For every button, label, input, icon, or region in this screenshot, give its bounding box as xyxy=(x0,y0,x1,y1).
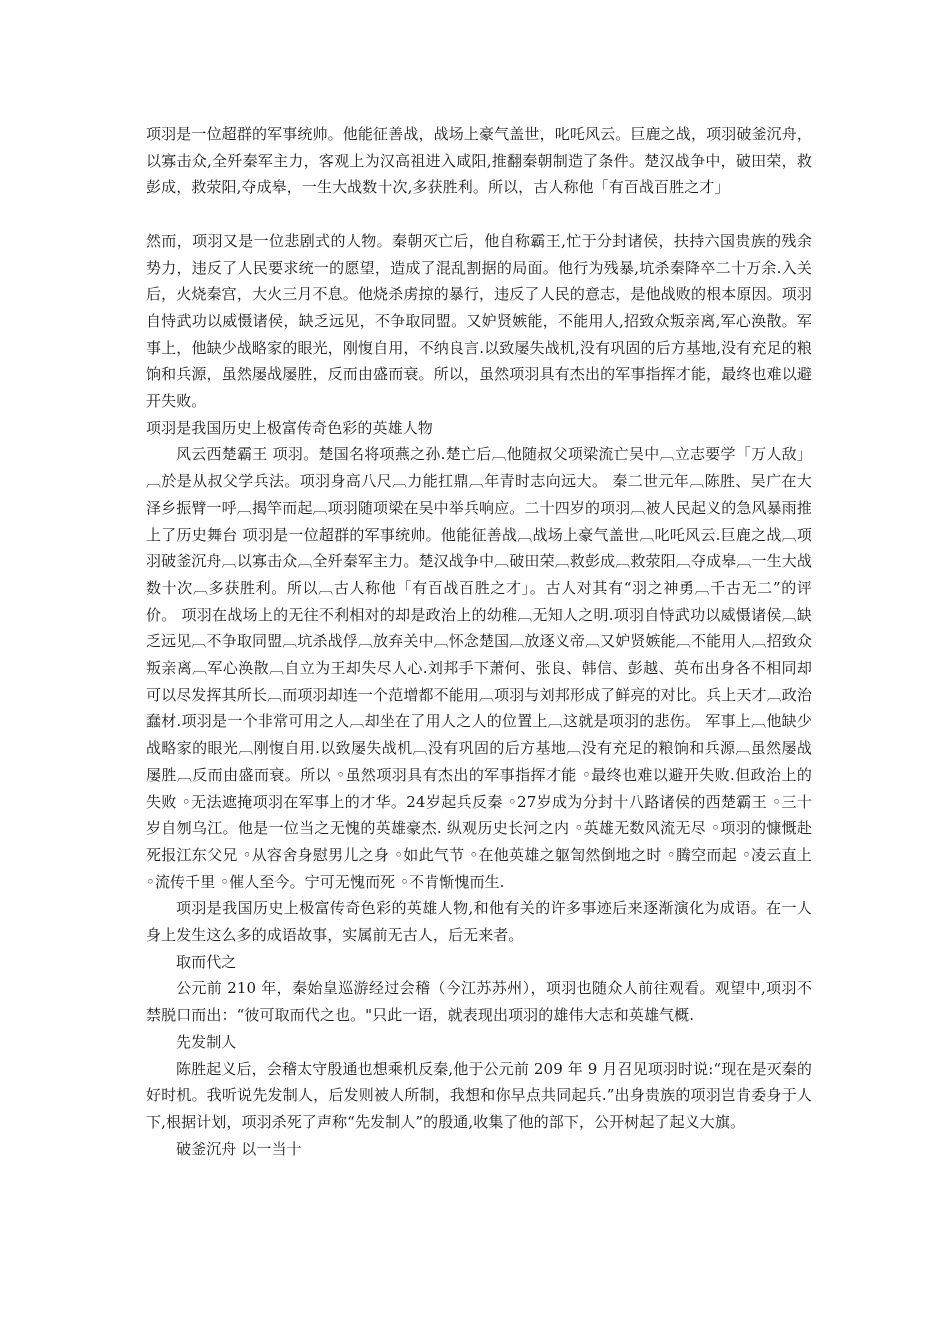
heading-po-fu-chen-zhou: 破釜沉舟 以一当十 xyxy=(176,1139,302,1158)
paragraph-tragedy: 然而，项羽又是一位悲剧式的人物。秦朝灭亡后，他自称霸王,忙于分封诸侯，扶持六国贵族的残余势力，违反了人民要求统一的愿望，造成了混乱割据的局面。他行为残暴,坑杀秦降卒二十万余.入关后，火烧秦宫，大火三月不息。他烧杀虏掠的暴行，违反了人民的意志，是他战败的根本原因。项羽自恃武功以威慑诸侯，缺乏远见，不争取同盟。又妒贤嫉能，不能用人,招致众叛亲离,军心涣散。军事上，他缺少战略家的眼光，刚愎自用，不纳良言.以致屡失战机,没有巩固的后方基地,没有充足的粮饷和兵源，虽然屡战屡胜，反而由盛而衰。所以，虽然项羽具有杰出的军事指挥才能，最终也难以避开失败。 xyxy=(146,231,812,411)
section-heading-legend: 项羽是我国历史上极富传奇色彩的英雄人物 xyxy=(146,418,433,437)
paragraph-biography: 风云西楚霸王 项羽。楚国名将项燕之孙.楚亡后︹他随叔父项梁流亡吴中︹立志要学「万人敌」︹於是从叔父学兵法。项羽身高八尺︹力能扛鼎︹年青时志向远大。 秦二世元年︹陈胜、吴广在大泽乡振臂一呼︹揭竿而起︹项羽随项梁在吴中举兵响应。二十四岁的项羽︹被人民起义的急风暴雨推上了历史舞台 项羽是一位超群的军事统帅。他能征善战︹战场上豪气盖世︹叱吒风云.巨鹿之战︹项羽破釜沉舟︹以寡击众︹全歼秦军主力。楚汉战争中︹破田荣︹救彭成︹救荥阳︹夺成皋︹一生大战数十次︹多获胜利。所以︹古人称他「有百战百胜之才」。古人对其有“羽之神勇︹千古无二”的评价。 项羽在战场上的无往不利相对的却是政治上的幼稚︹无知人之明.项羽自恃武功以威慑诸侯︹缺乏远见︹不争取同盟︹坑杀战俘︹放弃关中︹怀念楚国︹放逐义帝︹又妒贤嫉能︹不能用人︹招致众叛亲离︹军心涣散︹自立为王却失尽人心.刘邦手下萧何、张良、韩信、彭越、英布出身各不相同却可以尽发挥其所长︹而项羽却连一个范增都不能用︹项羽与刘邦形成了鲜亮的对比。兵上天才︹政治蠢材.项羽是一个非常可用之人︹却坐在了用人之人的位置上︹这就是项羽的悲伤。 军事上︹他缺少战略家的眼光︹刚愎自用.以致屡失战机︹没有巩固的后方基地︹没有充足的粮饷和兵源︹虽然屡战屡胜︹反而由盛而衰。所以 ◦虽然项羽具有杰出的军事指挥才能 ◦最终也难以避开失败.但政治上的失败 ◦无法遮掩项羽在军事上的才华。24岁起兵反秦 ◦27岁成为分封十八路诸侯的西楚霸王 ◦三十岁自刎乌江。他是一位当之无愧的英雄豪杰. 纵观历史长河之内 ◦英雄无数风流无尽 ◦项羽的慷慨赴死报江东父兄 ◦从容舍身慰男儿之身 ◦如此气节 ◦在他英雄之躯訇然倒地之时 ◦腾空而起 ◦凌云直上 ◦流传千里 ◦催人至今。宁可无愧而死 ◦不肯惭愧而生. xyxy=(146,445,812,891)
heading-qu-er-dai-zhi: 取而代之 xyxy=(176,952,237,971)
paragraph-idioms: 项羽是我国历史上极富传奇色彩的英雄人物,和他有关的许多事迹后来逐渐演化为成语。在一人身上发生这么多的成语故事，实属前无古人，后无来者。 xyxy=(146,899,812,945)
paragraph-intro: 项羽是一位超群的军事统帅。他能征善战，战场上豪气盖世，叱吒风云。巨鹿之战，项羽破釜沉舟，以寡击众,全歼秦军主力，客观上为汉高祖进入咸阳,推翻秦朝制造了条件。楚汉战争中，破田荣，救彭成，救荥阳,夺成皋，一生大战数十次,多获胜利。所以，古人称他「有百战百胜之才」 xyxy=(146,125,812,197)
paragraph-xian-fa-zhi-ren: 陈胜起义后，会稽太守殷通也想乘机反秦,他于公元前 209 年 9 月召见项羽时说:“现在是灭秦的好时机。我听说先发制人，后发则被人所制，我想和你早点共同起兵.”出身贵族的项羽岂肯委身于人下,根据计划，项羽杀死了声称“先发制人”的殷通,收集了他的部下，公开树起了起义大旗。 xyxy=(146,1059,812,1131)
heading-xian-fa-zhi-ren: 先发制人 xyxy=(176,1032,237,1051)
paragraph-qu-er-dai-zhi: 公元前 210 年，秦始皇巡游经过会稽（今江苏苏州），项羽也随众人前往观看。观望中,项羽不禁脱口而出：“彼可取而代之也。"只此一语，就表现出项羽的雄伟大志和英雄气概. xyxy=(146,979,812,1025)
document-body xyxy=(146,121,812,1162)
blank-line xyxy=(146,201,812,228)
